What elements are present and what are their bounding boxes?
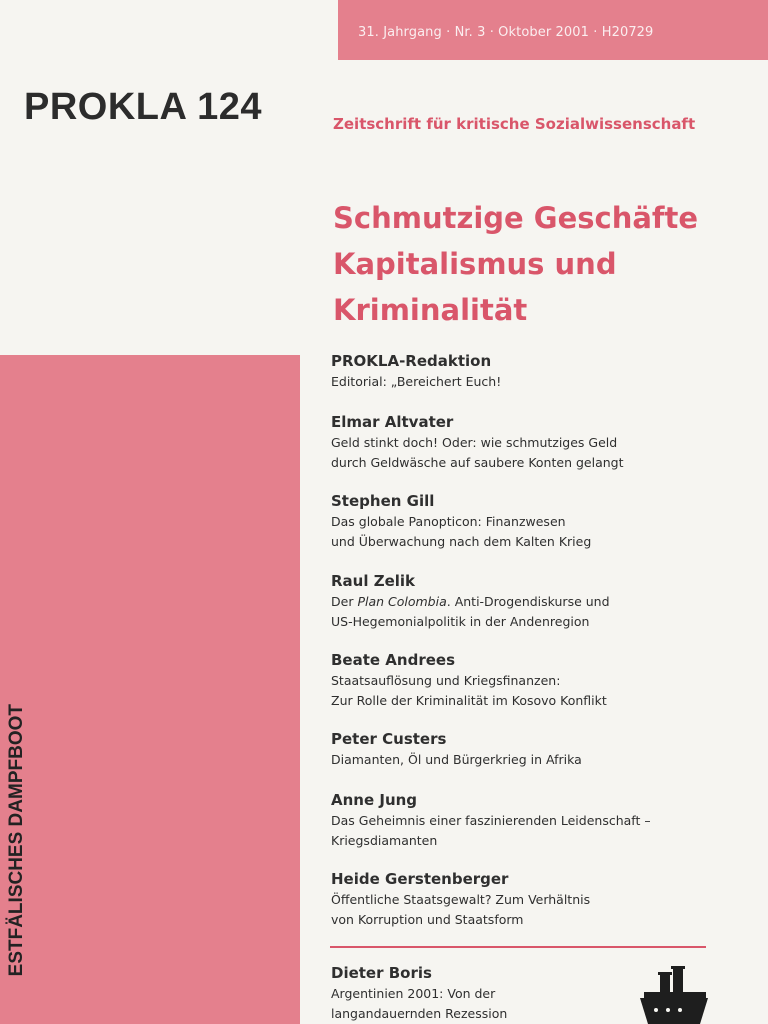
toc-entry bbox=[331, 649, 751, 711]
toc-author: PROKLA-Redaktion bbox=[331, 352, 492, 370]
toc-article-title bbox=[331, 592, 751, 612]
toc-entry bbox=[331, 789, 751, 851]
toc-entry bbox=[331, 490, 751, 552]
toc-article-title: und Überwachung nach dem Kalten Krieg bbox=[331, 534, 592, 549]
toc-article-title: von Korruption und Staatsform bbox=[331, 912, 524, 927]
section-divider bbox=[330, 946, 706, 948]
toc-article-title: Geld stinkt doch! Oder: wie schmutziges Geld bbox=[331, 435, 618, 450]
journal-subtitle: Zeitschrift für kritische Sozialwissenschaft bbox=[333, 115, 696, 133]
toc-article-title: durch Geldwäsche auf saubere Konten gelangt bbox=[331, 455, 624, 470]
toc-author: Raul Zelik bbox=[331, 572, 416, 590]
toc-entry bbox=[331, 570, 751, 632]
toc-article-title: Argentinien 2001: Von der bbox=[331, 986, 496, 1001]
toc-article-title: US-Hegemonialpolitik in der Andenregion bbox=[331, 614, 590, 629]
toc-article-title: Zur Rolle der Kriminalität im Kosovo Konflikt bbox=[331, 693, 607, 708]
toc-article-title: Editorial: „Bereichert Euch! bbox=[331, 374, 502, 389]
toc-entry bbox=[331, 728, 751, 770]
toc-author: Heide Gerstenberger bbox=[331, 870, 509, 888]
toc-article-title: langandauernden Rezession bbox=[331, 1006, 508, 1021]
toc-author: Beate Andrees bbox=[331, 651, 455, 669]
toc-title-italic: Plan Colombia bbox=[357, 594, 447, 609]
issue-info: 31. Jahrgang · Nr. 3 · Oktober 2001 · H20729 bbox=[358, 25, 654, 40]
toc-article-title: Das Geheimnis einer faszinierenden Leidenschaft – bbox=[331, 813, 651, 828]
theme-title-line: Kapitalismus und bbox=[333, 247, 617, 281]
side-color-band bbox=[0, 355, 300, 1024]
toc-entry bbox=[331, 411, 751, 473]
theme-title-line: Schmutzige Geschäfte bbox=[333, 201, 699, 235]
toc-article-title: Diamanten, Öl und Bürgerkrieg in Afrika bbox=[331, 752, 582, 767]
toc-article-title: Staatsauflösung und Kriegsfinanzen: bbox=[331, 673, 561, 688]
toc-title-part: Der bbox=[331, 594, 358, 609]
toc-article-title: Öffentliche Staatsgewalt? Zum Verhältnis bbox=[331, 892, 591, 907]
toc-entry bbox=[331, 868, 751, 930]
toc-entry bbox=[331, 350, 751, 392]
toc-author: Stephen Gill bbox=[331, 492, 435, 510]
issue-theme-title bbox=[333, 195, 698, 333]
journal-title: PROKLA 124 bbox=[24, 86, 262, 128]
toc-article-title: Das globale Panopticon: Finanzwesen bbox=[331, 514, 566, 529]
theme-title-line: Kriminalität bbox=[333, 293, 528, 327]
toc-title-part: . Anti-Drogendiskurse und bbox=[446, 594, 610, 609]
toc-article-title: Kriegsdiamanten bbox=[331, 833, 438, 848]
toc-author: Dieter Boris bbox=[331, 964, 432, 982]
toc-author: Anne Jung bbox=[331, 791, 418, 809]
steamboat-logo-icon bbox=[634, 964, 714, 1024]
toc-author: Peter Custers bbox=[331, 730, 447, 748]
toc-author: Elmar Altvater bbox=[331, 413, 454, 431]
publisher-spine-text: ESTFÄLISCHES DAMPFBOOT bbox=[6, 704, 27, 977]
